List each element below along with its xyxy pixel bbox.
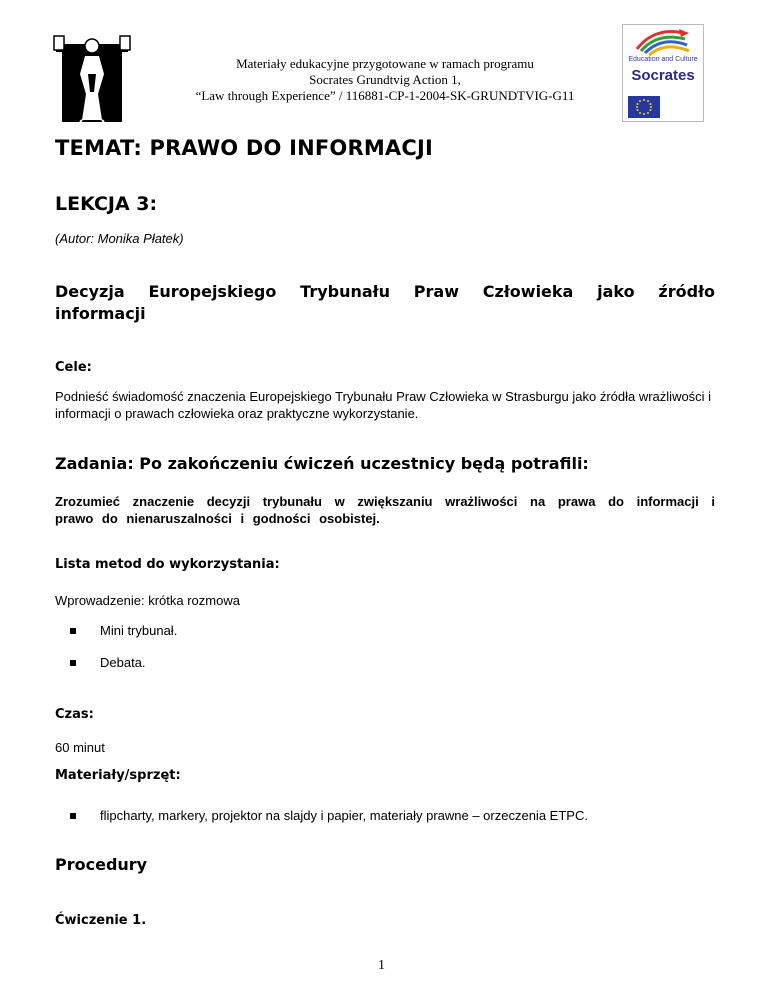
tasks-text: Zrozumieć znaczenie decyzji trybunału w zwiększaniu wrażliwości na prawa do informacji i prawo do nienaruszalności i godności osobistej. <box>55 494 715 526</box>
lesson-heading: LEKCJA 3: <box>55 193 158 215</box>
bullet-square-icon <box>70 628 76 634</box>
methods-heading: Lista metod do wykorzystania: <box>55 557 280 572</box>
tasks-heading: Zadania: Po zakończeniu ćwiczeń uczestnicy będą potrafili: <box>55 454 589 473</box>
page-title: TEMAT: PRAWO DO INFORMACJI <box>55 136 434 160</box>
goals-text: Podnieść świadomość znaczenia Europejskiego Trybunału Praw Człowieka w Strasburgu jako źródła wrażliwości i informacji o prawach człowieka oraz praktyczne wykorzystanie. <box>55 389 712 421</box>
time-value: 60 minut <box>55 740 105 755</box>
logo-subtitle: Education and Culture <box>628 56 698 63</box>
list-item-text: flipcharty, markery, projektor na slajdy i papier, materiały prawne – orzeczenia ETPC. <box>100 808 588 823</box>
header-text <box>150 56 620 104</box>
header-line-1: Materiały edukacyjne przygotowane w ramach programu <box>236 56 534 71</box>
list-item-text: Debata. <box>100 655 146 670</box>
procedures-heading: Procedury <box>55 855 148 874</box>
bullet-square-icon <box>70 813 76 819</box>
methods-intro: Wprowadzenie: krótka rozmowa <box>55 593 240 608</box>
justice-figure-logo-icon <box>52 34 132 122</box>
materials-heading: Materiały/sprzęt: <box>55 768 181 783</box>
header-line-2: Socrates Grundtvig Action 1, <box>309 72 461 87</box>
exercise-heading: Ćwiczenie 1. <box>55 913 147 928</box>
goals-heading: Cele: <box>55 360 92 375</box>
page-number: 1 <box>378 958 385 973</box>
section-title: Decyzja Europejskiego Trybunału Praw Człowieka jako źródło informacji <box>55 282 715 323</box>
list-item-text: Mini trybunał. <box>100 623 178 638</box>
bullet-square-icon <box>70 660 76 666</box>
arrows-icon <box>623 27 703 57</box>
eu-flag-icon <box>628 96 660 118</box>
logo-brand: Socrates <box>631 67 695 84</box>
socrates-logo <box>622 24 704 122</box>
header-line-3: “Law through Experience” / 116881-CP-1-2004-SK-GRUNDTVIG-G11 <box>195 88 575 103</box>
author: (Autor: Monika Płatek) <box>55 231 184 246</box>
time-heading: Czas: <box>55 707 94 722</box>
